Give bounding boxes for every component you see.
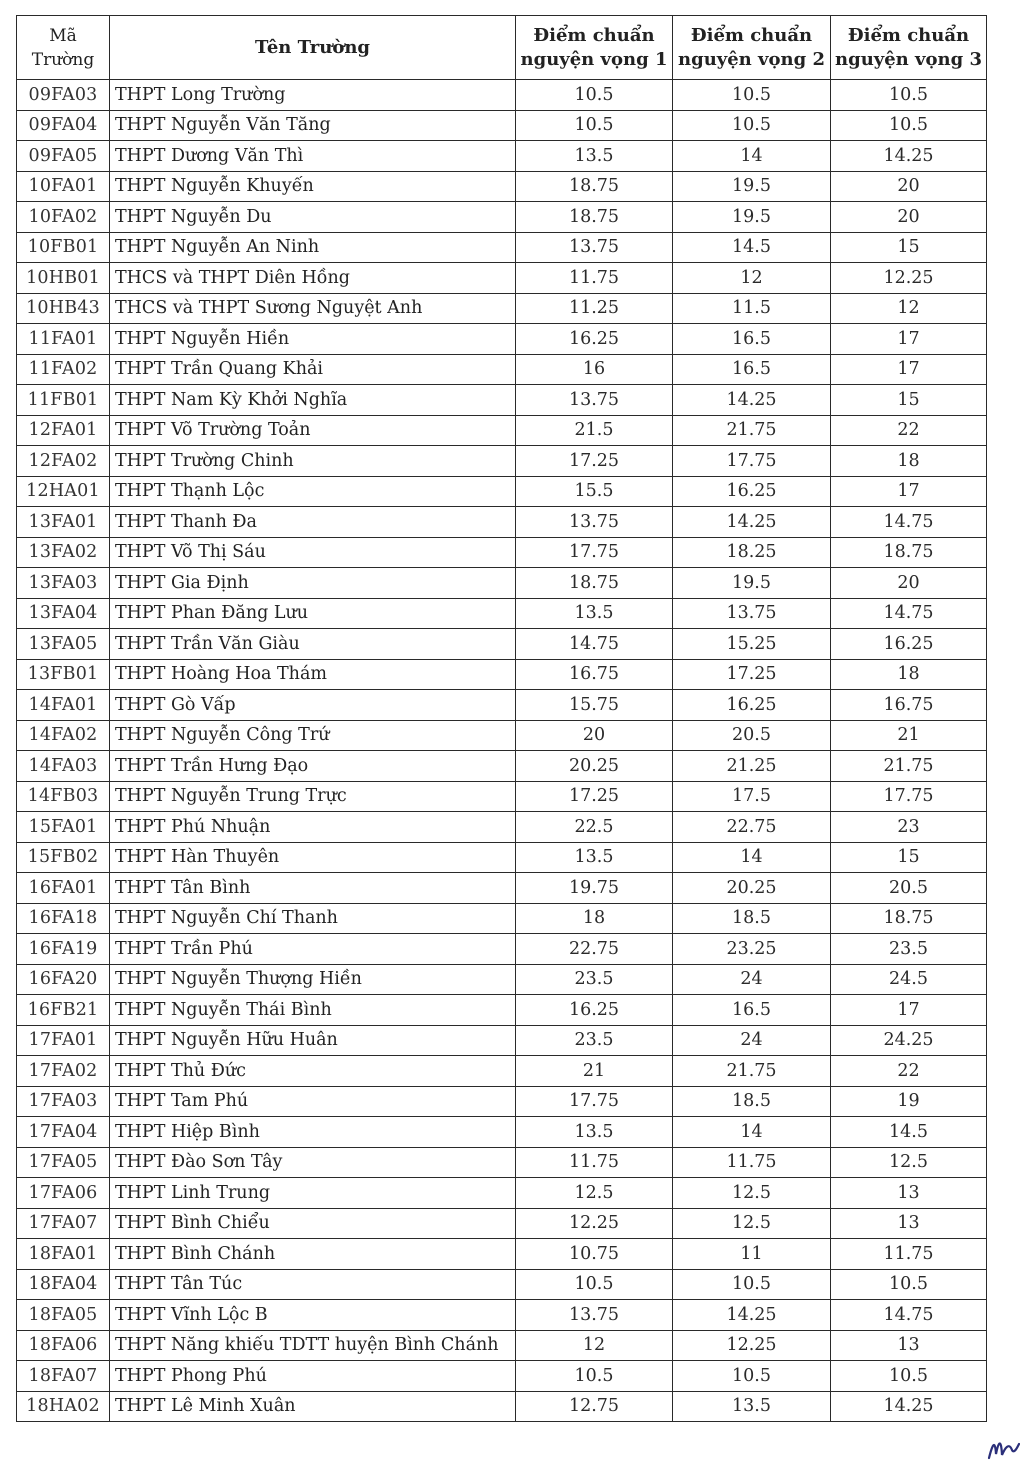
table-row <box>17 1025 987 1056</box>
score-choice-1: 10.5 <box>516 80 673 111</box>
school-name: THPT Trần Hưng Đạo <box>110 751 516 782</box>
score-choice-2: 12 <box>673 263 831 294</box>
score-choice-2: 10.5 <box>673 80 831 111</box>
school-name: THPT Trần Văn Giàu <box>110 629 516 660</box>
score-choice-3: 12 <box>831 293 987 324</box>
score-choice-1: 14.75 <box>516 629 673 660</box>
score-choice-3: 24.5 <box>831 964 987 995</box>
school-name: THPT Hiệp Bình <box>110 1117 516 1148</box>
score-choice-3: 21.75 <box>831 751 987 782</box>
score-choice-1: 20 <box>516 720 673 751</box>
score-choice-3: 23.5 <box>831 934 987 965</box>
score-choice-2: 17.25 <box>673 659 831 690</box>
school-name: THPT Lê Minh Xuân <box>110 1391 516 1422</box>
score-choice-2: 14.25 <box>673 507 831 538</box>
table-row <box>17 1361 987 1392</box>
score-choice-2: 19.5 <box>673 202 831 233</box>
score-choice-1: 21.5 <box>516 415 673 446</box>
score-choice-2: 18.5 <box>673 903 831 934</box>
admission-score-sheet <box>16 15 987 1422</box>
score-choice-2: 10.5 <box>673 110 831 141</box>
school-code: 12FA02 <box>17 446 110 477</box>
school-code: 18FA07 <box>17 1361 110 1392</box>
score-choice-1: 10.5 <box>516 1361 673 1392</box>
score-choice-1: 12.25 <box>516 1208 673 1239</box>
table-row <box>17 354 987 385</box>
score-choice-3: 14.75 <box>831 1300 987 1331</box>
table-row <box>17 446 987 477</box>
score-choice-1: 17.25 <box>516 781 673 812</box>
school-name: THPT Gia Định <box>110 568 516 599</box>
score-choice-2: 22.75 <box>673 812 831 843</box>
table-row <box>17 1300 987 1331</box>
table-row <box>17 202 987 233</box>
score-choice-1: 18.75 <box>516 568 673 599</box>
score-choice-1: 20.25 <box>516 751 673 782</box>
score-choice-2: 24 <box>673 1025 831 1056</box>
school-code: 13FB01 <box>17 659 110 690</box>
score-choice-2: 12.5 <box>673 1178 831 1209</box>
score-choice-3: 12.5 <box>831 1147 987 1178</box>
score-choice-1: 17.75 <box>516 537 673 568</box>
score-choice-3: 20 <box>831 568 987 599</box>
school-code: 10FA01 <box>17 171 110 202</box>
school-code: 18FA06 <box>17 1330 110 1361</box>
score-choice-2: 14 <box>673 141 831 172</box>
table-row <box>17 141 987 172</box>
score-choice-1: 21 <box>516 1056 673 1087</box>
school-name: THPT Nguyễn Hiền <box>110 324 516 355</box>
school-code: 17FA04 <box>17 1117 110 1148</box>
score-choice-3: 17 <box>831 995 987 1026</box>
score-choice-3: 15 <box>831 232 987 263</box>
school-name: THPT Nguyễn Trung Trực <box>110 781 516 812</box>
school-name: THPT Đào Sơn Tây <box>110 1147 516 1178</box>
header-score-choice-1: Điểm chuẩn nguyện vọng 1 <box>516 16 673 80</box>
table-row <box>17 934 987 965</box>
score-choice-1: 11.75 <box>516 1147 673 1178</box>
school-code: 09FA05 <box>17 141 110 172</box>
score-choice-3: 17.75 <box>831 781 987 812</box>
table-row <box>17 1147 987 1178</box>
school-code: 12HA01 <box>17 476 110 507</box>
score-choice-2: 14.25 <box>673 385 831 416</box>
score-choice-3: 16.75 <box>831 690 987 721</box>
school-code: 10HB01 <box>17 263 110 294</box>
score-choice-1: 13.5 <box>516 598 673 629</box>
score-choice-2: 21.75 <box>673 415 831 446</box>
score-choice-1: 19.75 <box>516 873 673 904</box>
school-code: 18FA05 <box>17 1300 110 1331</box>
school-name: THPT Võ Trường Toản <box>110 415 516 446</box>
score-choice-3: 14.25 <box>831 1391 987 1422</box>
score-choice-2: 11.75 <box>673 1147 831 1178</box>
score-choice-2: 10.5 <box>673 1361 831 1392</box>
score-choice-1: 18.75 <box>516 202 673 233</box>
school-name: THPT Linh Trung <box>110 1178 516 1209</box>
score-choice-3: 15 <box>831 385 987 416</box>
table-row <box>17 476 987 507</box>
school-name: THPT Nguyễn Công Trứ <box>110 720 516 751</box>
table-row <box>17 80 987 111</box>
school-name: THPT Phong Phú <box>110 1361 516 1392</box>
school-name: THPT Phan Đăng Lưu <box>110 598 516 629</box>
school-name: THPT Hoàng Hoa Thám <box>110 659 516 690</box>
score-choice-2: 18.5 <box>673 1086 831 1117</box>
school-code: 17FA03 <box>17 1086 110 1117</box>
score-choice-3: 13 <box>831 1330 987 1361</box>
school-code: 10FB01 <box>17 232 110 263</box>
school-name: THPT Phú Nhuận <box>110 812 516 843</box>
school-name: THPT Tân Bình <box>110 873 516 904</box>
score-choice-2: 23.25 <box>673 934 831 965</box>
score-choice-1: 18 <box>516 903 673 934</box>
score-choice-2: 18.25 <box>673 537 831 568</box>
table-row <box>17 964 987 995</box>
school-name: THPT Nguyễn Văn Tăng <box>110 110 516 141</box>
admission-score-table <box>16 15 987 1422</box>
score-choice-2: 17.75 <box>673 446 831 477</box>
school-name: THPT Thạnh Lộc <box>110 476 516 507</box>
score-choice-3: 14.25 <box>831 141 987 172</box>
score-choice-3: 23 <box>831 812 987 843</box>
table-row <box>17 720 987 751</box>
school-code: 15FA01 <box>17 812 110 843</box>
table-header-row <box>17 16 987 80</box>
table-row <box>17 568 987 599</box>
table-row <box>17 1178 987 1209</box>
score-choice-3: 17 <box>831 476 987 507</box>
table-row <box>17 1056 987 1087</box>
school-code: 16FB21 <box>17 995 110 1026</box>
table-row <box>17 1330 987 1361</box>
score-choice-1: 13.5 <box>516 1117 673 1148</box>
score-choice-3: 14.75 <box>831 598 987 629</box>
table-row <box>17 415 987 446</box>
table-row <box>17 812 987 843</box>
school-code: 17FA06 <box>17 1178 110 1209</box>
score-choice-1: 16.75 <box>516 659 673 690</box>
school-code: 11FA01 <box>17 324 110 355</box>
table-row <box>17 263 987 294</box>
school-code: 14FA01 <box>17 690 110 721</box>
school-name: THCS và THPT Sương Nguyệt Anh <box>110 293 516 324</box>
score-choice-1: 15.5 <box>516 476 673 507</box>
score-choice-2: 21.25 <box>673 751 831 782</box>
table-row <box>17 1391 987 1422</box>
score-choice-3: 13 <box>831 1208 987 1239</box>
school-code: 14FA02 <box>17 720 110 751</box>
school-name: THPT Nam Kỳ Khởi Nghĩa <box>110 385 516 416</box>
table-row <box>17 1208 987 1239</box>
score-choice-3: 10.5 <box>831 110 987 141</box>
school-name: THPT Gò Vấp <box>110 690 516 721</box>
school-name: THCS và THPT Diên Hồng <box>110 263 516 294</box>
score-choice-1: 12 <box>516 1330 673 1361</box>
table-row <box>17 751 987 782</box>
score-choice-2: 15.25 <box>673 629 831 660</box>
score-choice-1: 17.75 <box>516 1086 673 1117</box>
score-choice-1: 13.75 <box>516 507 673 538</box>
score-choice-1: 13.5 <box>516 842 673 873</box>
header-score-choice-2: Điểm chuẩn nguyện vọng 2 <box>673 16 831 80</box>
score-choice-3: 17 <box>831 324 987 355</box>
table-row <box>17 781 987 812</box>
signature-mark <box>986 1424 1020 1464</box>
score-choice-2: 21.75 <box>673 1056 831 1087</box>
school-code: 13FA04 <box>17 598 110 629</box>
score-choice-2: 20.25 <box>673 873 831 904</box>
school-name: THPT Bình Chánh <box>110 1239 516 1270</box>
header-school-name: Tên Trường <box>110 16 516 80</box>
score-choice-2: 16.5 <box>673 354 831 385</box>
school-code: 13FA01 <box>17 507 110 538</box>
school-name: THPT Thủ Đức <box>110 1056 516 1087</box>
school-code: 11FA02 <box>17 354 110 385</box>
school-code: 09FA04 <box>17 110 110 141</box>
school-code: 17FA07 <box>17 1208 110 1239</box>
school-name: THPT Nguyễn Khuyến <box>110 171 516 202</box>
school-name: THPT Bình Chiểu <box>110 1208 516 1239</box>
score-choice-3: 13 <box>831 1178 987 1209</box>
score-choice-1: 11.75 <box>516 263 673 294</box>
score-choice-3: 20 <box>831 202 987 233</box>
school-code: 18FA01 <box>17 1239 110 1270</box>
school-name: THPT Dương Văn Thì <box>110 141 516 172</box>
score-choice-3: 21 <box>831 720 987 751</box>
score-choice-1: 16.25 <box>516 995 673 1026</box>
score-choice-2: 14 <box>673 842 831 873</box>
school-code: 14FB03 <box>17 781 110 812</box>
score-choice-2: 17.5 <box>673 781 831 812</box>
school-code: 13FA03 <box>17 568 110 599</box>
score-choice-2: 12.5 <box>673 1208 831 1239</box>
school-code: 16FA01 <box>17 873 110 904</box>
school-name: THPT Thanh Đa <box>110 507 516 538</box>
score-choice-1: 13.75 <box>516 232 673 263</box>
school-name: THPT Trần Quang Khải <box>110 354 516 385</box>
score-choice-3: 24.25 <box>831 1025 987 1056</box>
score-choice-1: 23.5 <box>516 1025 673 1056</box>
school-code: 17FA02 <box>17 1056 110 1087</box>
score-choice-3: 22 <box>831 1056 987 1087</box>
score-choice-1: 10.5 <box>516 110 673 141</box>
score-choice-3: 22 <box>831 415 987 446</box>
score-choice-2: 13.75 <box>673 598 831 629</box>
table-row <box>17 1086 987 1117</box>
table-row <box>17 385 987 416</box>
school-code: 14FA03 <box>17 751 110 782</box>
score-choice-3: 18 <box>831 446 987 477</box>
table-row <box>17 1269 987 1300</box>
header-school-code: Mã Trường <box>17 16 110 80</box>
school-name: THPT Nguyễn Thái Bình <box>110 995 516 1026</box>
table-row <box>17 659 987 690</box>
score-choice-1: 12.75 <box>516 1391 673 1422</box>
table-row <box>17 293 987 324</box>
score-choice-3: 14.75 <box>831 507 987 538</box>
table-row <box>17 873 987 904</box>
school-name: THPT Long Trường <box>110 80 516 111</box>
header-score-choice-3: Điểm chuẩn nguyện vọng 3 <box>831 16 987 80</box>
score-choice-3: 16.25 <box>831 629 987 660</box>
table-row <box>17 232 987 263</box>
score-choice-2: 24 <box>673 964 831 995</box>
score-choice-1: 13.5 <box>516 141 673 172</box>
score-choice-3: 10.5 <box>831 1361 987 1392</box>
score-choice-3: 12.25 <box>831 263 987 294</box>
school-name: THPT Nguyễn Du <box>110 202 516 233</box>
score-choice-2: 12.25 <box>673 1330 831 1361</box>
school-code: 16FA20 <box>17 964 110 995</box>
score-choice-2: 14 <box>673 1117 831 1148</box>
score-choice-3: 17 <box>831 354 987 385</box>
score-choice-1: 12.5 <box>516 1178 673 1209</box>
score-choice-2: 16.25 <box>673 476 831 507</box>
table-row <box>17 171 987 202</box>
score-choice-3: 18 <box>831 659 987 690</box>
school-name: THPT Vĩnh Lộc B <box>110 1300 516 1331</box>
table-row <box>17 110 987 141</box>
score-choice-2: 13.5 <box>673 1391 831 1422</box>
score-choice-1: 17.25 <box>516 446 673 477</box>
score-choice-2: 20.5 <box>673 720 831 751</box>
school-code: 13FA02 <box>17 537 110 568</box>
score-choice-1: 22.75 <box>516 934 673 965</box>
school-name: THPT Nguyễn An Ninh <box>110 232 516 263</box>
score-choice-1: 11.25 <box>516 293 673 324</box>
score-choice-2: 10.5 <box>673 1269 831 1300</box>
school-code: 18HA02 <box>17 1391 110 1422</box>
school-code: 17FA01 <box>17 1025 110 1056</box>
school-code: 12FA01 <box>17 415 110 446</box>
score-choice-1: 13.75 <box>516 385 673 416</box>
school-name: THPT Nguyễn Hữu Huân <box>110 1025 516 1056</box>
table-body <box>17 80 987 1422</box>
score-choice-1: 10.75 <box>516 1239 673 1270</box>
score-choice-1: 16 <box>516 354 673 385</box>
score-choice-3: 19 <box>831 1086 987 1117</box>
score-choice-2: 11 <box>673 1239 831 1270</box>
score-choice-1: 18.75 <box>516 171 673 202</box>
school-code: 11FB01 <box>17 385 110 416</box>
score-choice-1: 23.5 <box>516 964 673 995</box>
school-code: 15FB02 <box>17 842 110 873</box>
score-choice-3: 18.75 <box>831 537 987 568</box>
score-choice-1: 22.5 <box>516 812 673 843</box>
table-row <box>17 1239 987 1270</box>
table-row <box>17 598 987 629</box>
table-row <box>17 629 987 660</box>
score-choice-1: 10.5 <box>516 1269 673 1300</box>
school-code: 10FA02 <box>17 202 110 233</box>
score-choice-2: 19.5 <box>673 171 831 202</box>
school-code: 13FA05 <box>17 629 110 660</box>
school-code: 16FA19 <box>17 934 110 965</box>
school-code: 10HB43 <box>17 293 110 324</box>
score-choice-2: 19.5 <box>673 568 831 599</box>
score-choice-2: 16.5 <box>673 324 831 355</box>
school-name: THPT Tam Phú <box>110 1086 516 1117</box>
table-row <box>17 537 987 568</box>
score-choice-2: 16.5 <box>673 995 831 1026</box>
score-choice-3: 20 <box>831 171 987 202</box>
school-name: THPT Võ Thị Sáu <box>110 537 516 568</box>
school-name: THPT Năng khiếu TDTT huyện Bình Chánh <box>110 1330 516 1361</box>
score-choice-2: 16.25 <box>673 690 831 721</box>
school-name: THPT Nguyễn Chí Thanh <box>110 903 516 934</box>
score-choice-3: 15 <box>831 842 987 873</box>
score-choice-2: 14.25 <box>673 1300 831 1331</box>
score-choice-3: 11.75 <box>831 1239 987 1270</box>
school-name: THPT Tân Túc <box>110 1269 516 1300</box>
table-row <box>17 690 987 721</box>
score-choice-3: 10.5 <box>831 1269 987 1300</box>
table-row <box>17 1117 987 1148</box>
school-name: THPT Hàn Thuyên <box>110 842 516 873</box>
school-name: THPT Nguyễn Thượng Hiền <box>110 964 516 995</box>
school-name: THPT Trường Chinh <box>110 446 516 477</box>
school-code: 16FA18 <box>17 903 110 934</box>
score-choice-3: 14.5 <box>831 1117 987 1148</box>
school-name: THPT Trần Phú <box>110 934 516 965</box>
table-row <box>17 903 987 934</box>
table-row <box>17 324 987 355</box>
table-row <box>17 842 987 873</box>
score-choice-3: 20.5 <box>831 873 987 904</box>
school-code: 18FA04 <box>17 1269 110 1300</box>
score-choice-1: 15.75 <box>516 690 673 721</box>
score-choice-1: 16.25 <box>516 324 673 355</box>
score-choice-2: 11.5 <box>673 293 831 324</box>
school-code: 17FA05 <box>17 1147 110 1178</box>
score-choice-2: 14.5 <box>673 232 831 263</box>
table-row <box>17 507 987 538</box>
score-choice-1: 13.75 <box>516 1300 673 1331</box>
table-row <box>17 995 987 1026</box>
score-choice-3: 18.75 <box>831 903 987 934</box>
score-choice-3: 10.5 <box>831 80 987 111</box>
school-code: 09FA03 <box>17 80 110 111</box>
